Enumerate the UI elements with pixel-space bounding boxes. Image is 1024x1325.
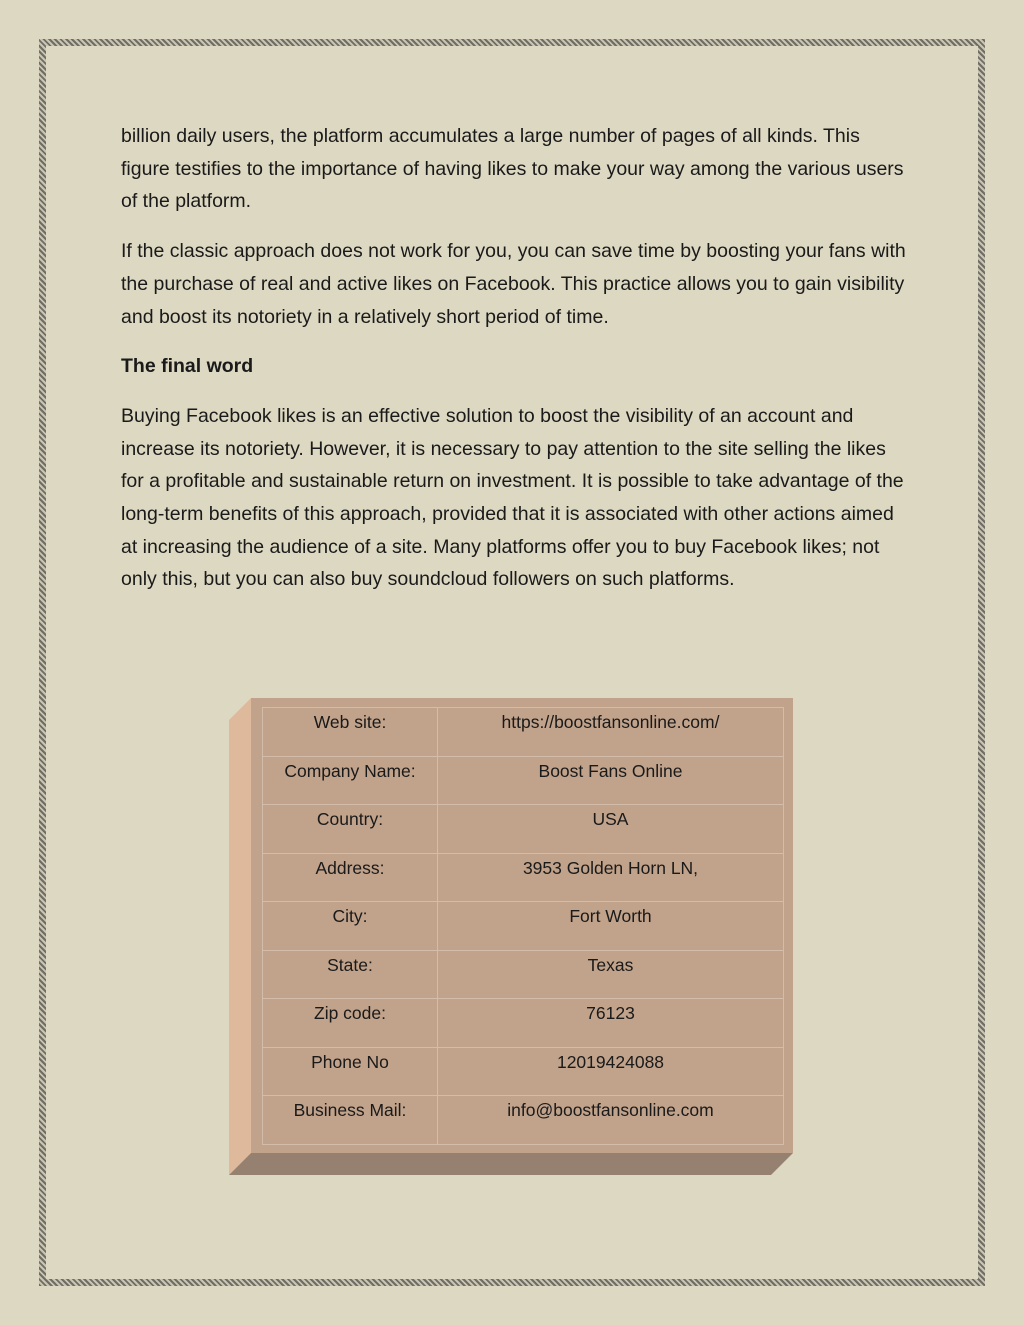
row-label: Zip code: (263, 999, 438, 1048)
box-bottom-face (229, 1153, 793, 1175)
paragraph-final-word: Buying Facebook likes is an effective solution to boost the visibility of an account and increase its notoriety. However, it is necessary to pay attention to the site selling the likes for a profitable and sustainable return on investment. It is possible to take advantage of the long-term benefits of this approach, provided that it is associated with other actions aimed at increasing the audience of a site. Many platforms offer you to buy Facebook likes; not only this, but you can also buy soundcloud followers on such platforms. (121, 404, 904, 591)
row-label: Address: (263, 853, 438, 902)
row-label: City: (263, 902, 438, 951)
paragraph-classic-approach: If the classic approach does not work for you, you can save time by boosting your fans with the purchase of real and active likes on Facebook. This practice allows you to gain visibility and boost its notoriety in a relatively short period of time. (121, 240, 906, 328)
row-label: Web site: (263, 708, 438, 757)
section-heading: The final word (121, 355, 254, 378)
row-label: Business Mail: (263, 1096, 438, 1145)
box-left-face (229, 698, 251, 1175)
company-info-box (229, 698, 793, 1175)
table-row (263, 1047, 784, 1096)
row-label: Company Name: (263, 756, 438, 805)
row-label: Country: (263, 805, 438, 854)
document-body (121, 120, 911, 613)
row-value: USA (438, 805, 784, 854)
row-value: https://boostfansonline.com/ (438, 708, 784, 757)
table-row (263, 756, 784, 805)
row-value: 3953 Golden Horn LN, (438, 853, 784, 902)
table-row (263, 853, 784, 902)
row-value: Boost Fans Online (438, 756, 784, 805)
row-value: Fort Worth (438, 902, 784, 951)
table-row (263, 1096, 784, 1145)
company-info-table (262, 707, 784, 1145)
row-value: info@boostfansonline.com (438, 1096, 784, 1145)
table-row (263, 950, 784, 999)
row-value: 76123 (438, 999, 784, 1048)
table-row (263, 902, 784, 951)
row-value: 12019424088 (438, 1047, 784, 1096)
paragraph-platform-users: billion daily users, the platform accumulates a large number of pages of all kinds. This figure testifies to the importance of having likes to make your way among the various users of the platform. (121, 125, 904, 213)
row-label: State: (263, 950, 438, 999)
row-value: Texas (438, 950, 784, 999)
table-row (263, 805, 784, 854)
table-row (263, 999, 784, 1048)
row-label: Phone No (263, 1047, 438, 1096)
table-row (263, 708, 784, 757)
